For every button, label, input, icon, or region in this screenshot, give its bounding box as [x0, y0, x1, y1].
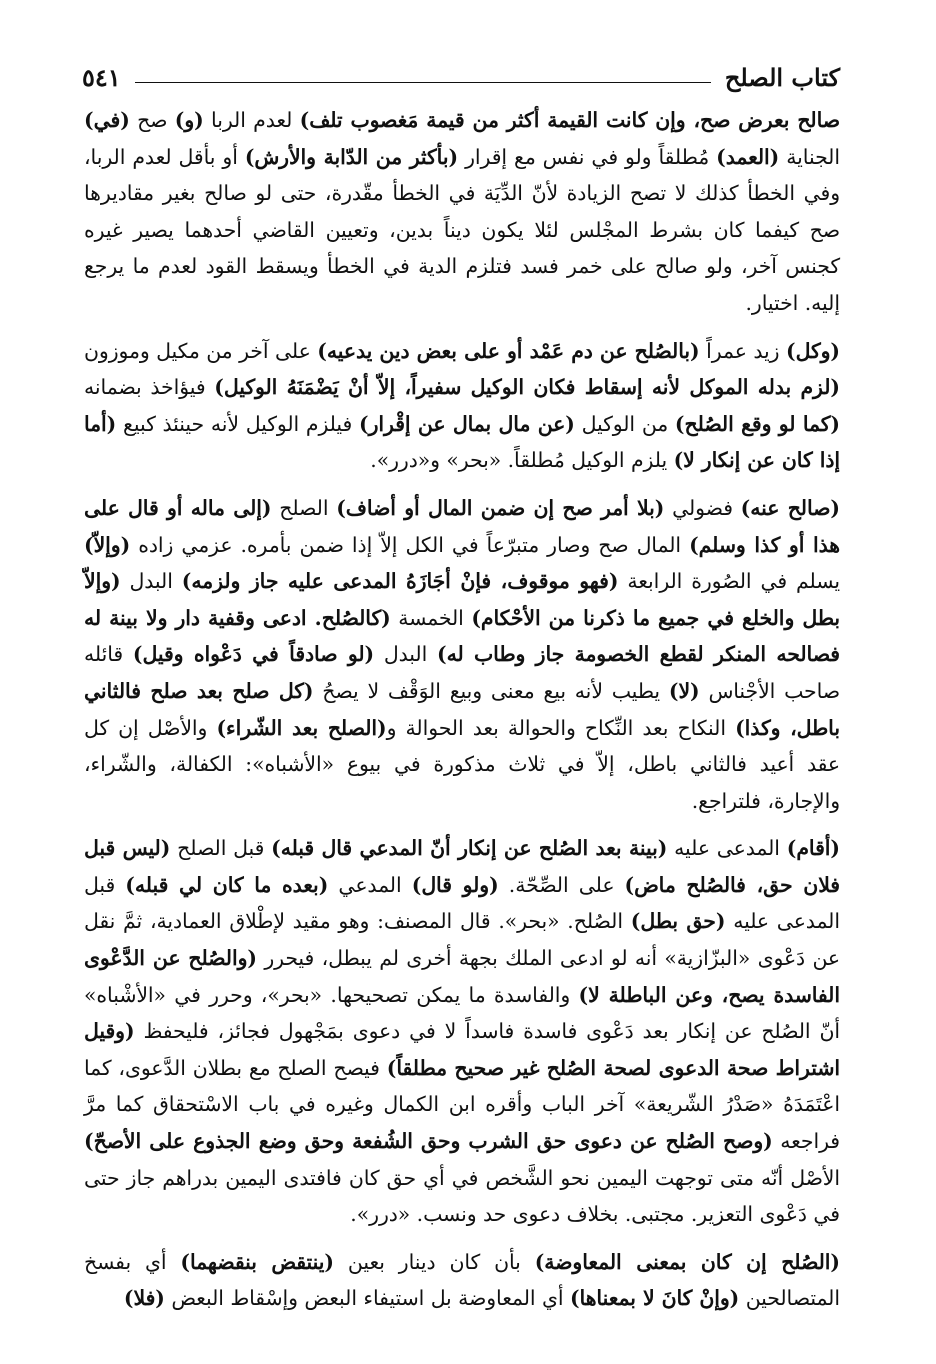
- paragraph: (الصُلح إن كان بمعنى المعاوضة) بأن كان دينار بعين (ينتقض بنقضهما) أي بفسخ المتصالحين (وإنْ كانَ لا بمعناها) أي المعاوضة بل استيفاء البعض وإسْقاط البعض (فلا): [84, 1249, 840, 1311]
- paragraph: صالح بعرض صح، وإن كانت القيمة أكثر من قيمة مَغصوب تلف) لعدم الربا (و) صح (في) الجناية (العمد) مُطلقاً ولو في نفس مع إقرار (بأكثر من الدّابة والأرش) أو بأقل لعدم الربا، وفي الخطأ كذلك لا تصح الزيادة لأنّ الدِّيَة في الخطأ مقّدرة، حتى لو صالح بغير مقاديرها صح كيفما كان بشرط المجْلس لئلا يكون ديناً بدين، وتعيين القاضي أحدهما يصير غيره كجنس آخر، ولو صالح على خمر فسد فتلزم الدية في الخطأ ويسقط القود لعدم ما يرجع إليه. اختيار.: [84, 108, 841, 315]
- paragraph: (صالح عنه) فضولي (بلا أمر صح إن ضمن المال أو أضاف) الصلح (إلى ماله أو قال على هذا أو كذا وسلم) المال صح وصار متبرّعاً في الكل إلاّ إذا ضمن بأمره. عزمي زاده (وإلاّ) يسلم في الصُورة الرابعة (فهو موقوف، فإنْ أجَازَهُ المدعى عليه جاز ولزمه) البدل (وإلاّ بطل والخلع في جميع ما ذكرنا من الأحْكام) الخمسة (كالصُلح. ادعى وقفية دار ولا بينة له فصالحه المنكر لقطع الخصومة جاز وطاب له) البدل (لو صادقاً في دَعْواه وقيل) قائله صاحب الأجْناس (لا) يطيب لأنه بيع معنى وبيع الوَقْف لا يصحُ (كل صلح بعد صلح فالثاني باطل، وكذا) النكاح بعد النِّكاح والحوالة بعد الحوالة و(الصلح بعد الشّراء) والأصْل إن كل عقد أعيد فالثاني باطل، إلاّ في ثلاث مذكورة في بيوع «الأشباه»: الكفالة، والشّراء، والإجارة، فلتراجع.: [84, 495, 841, 813]
- paragraph: (وكل) زيد عمراً (بالصُلح عن دم عَمْد أو على بعض دين يدعيه) على آخر من مكيل وموزون (لزم بدله الموكل لأنه إسقاط فكان الوكيل سفيراً، إلاّ أنْ يَضْمَنَهُ الوكيل) فيؤاخذ بضمانه (كما لو وقع الصُلح) من الوكيل (عن مال بمال عن إقْرار) فيلزم الوكيل لأنه حينئذ كبيع (أما إذا كان عن إنكار لا) يلزم الوكيل مُطلقاً. «بحر» و«درر».: [84, 338, 841, 473]
- page-body: [84, 102, 840, 1317]
- running-title: كتاب الصلح: [724, 63, 840, 92]
- page-number: ٥٤١: [82, 63, 121, 92]
- page-header: [82, 52, 840, 92]
- header-rule: [135, 82, 711, 83]
- paragraph: (أقام) المدعى عليه (بينة بعد الصُلح عن إنكار أنّ المدعي قال قبله) قبل الصلح (ليس قبل فلان حق، فالصُلح ماض) على الصِّحّة. (ولو قال) المدعي (بعده ما كان لي قبله) قبل المدعى عليه (حق بطل) الصُلح. «بحر». قال المصنف: وهو مقيد لإطْلاق العمادية، ثمَّ نقل عن دَعْوى «البزّازية» أنه لو ادعى الملك بجهة أخرى لم يبطل، فيحرر (والصُلح عن الدَّعْوى الفاسدة يصح، وعن الباطلة لا) والفاسدة ما يمكن تصحيحها. «بحر»، وحرر في «الأشْباه» أنّ الصُلح عن إنكار بعد دَعْوى فاسدة فاسداً لا في دعوى بمَجْهول فجائز، فليحفظ (وقيل اشتراط صحة الدعوى لصحة الصُلح غير صحيح مطلقاً) فيصح الصلح مع بطلان الدَّعوى، كما اعْتَمَدَهُ «صَدْرُ الشّريعة» آخر الباب وأقره ابن الكمال وغيره في باب الاسْتحقاق كما مرَّ فراجعه (وصح الصُلح عن دعوى حق الشرب وحق الشُفعة وحق وضع الجذوع على الأصحّ) الأصْل أنّه متى توجهت اليمين نحو الشَّخص في أي حق كان فافتدى اليمين بدراهم جاز حتى في دَعْوى التعزير. مجتبى. بخلاف دعوى حد ونسب. «درر».: [84, 836, 840, 1227]
